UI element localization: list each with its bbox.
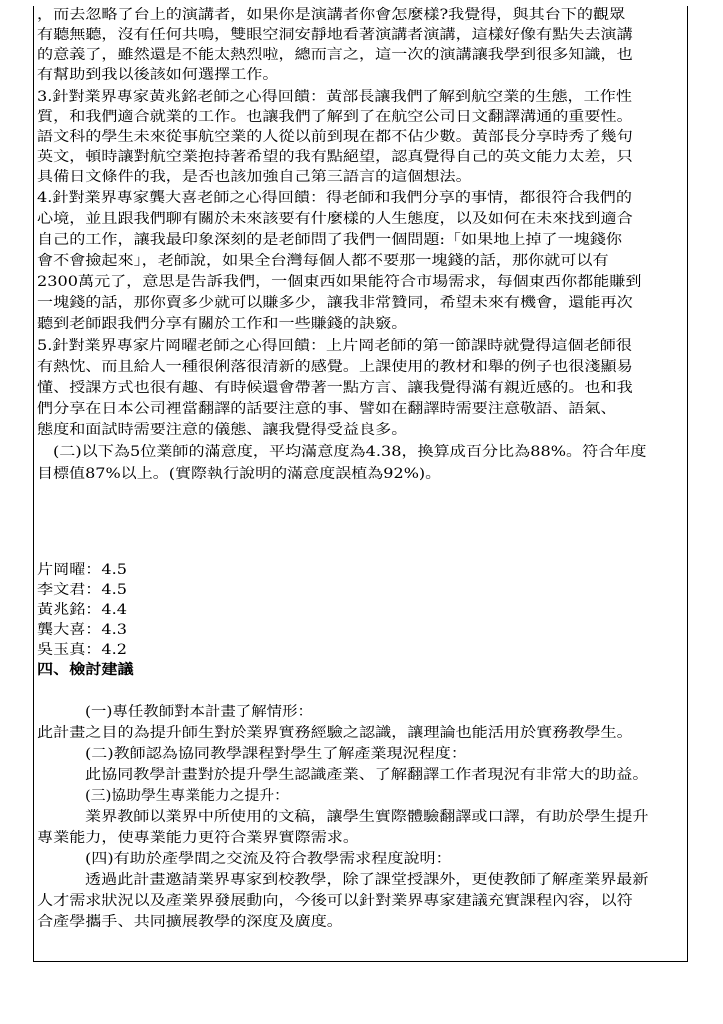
text-line: (四)有助於產學間之交流及符合教學需求程度說明： [85, 851, 452, 867]
text-line: 3.針對業界專家黃兆銘老師之心得回饋：黃部長讓我們了解到航空業的生態，工作性 [37, 89, 632, 105]
text-line: 一塊錢的話，那你賣多少就可以賺多少，讓我非常贊同，希望未來有機會，還能再次 [37, 295, 633, 311]
text-line: 合產學攜手、共同擴展教學的深度及廣度。 [37, 914, 343, 930]
text-line: 英文，頓時讓對航空業抱持著希望的我有點絕望，認真覺得自己的英文能力太差，只 [37, 149, 633, 165]
satisfaction-summary: (二)以下為5位業師的滿意度，平均滿意度為4.38，換算成百分比為88%。符合年度 [53, 444, 647, 460]
teacher-score: 李文君：4.5 [37, 582, 128, 598]
text-line: 專業能力，使專業能力更符合業界實際需求。 [37, 830, 359, 846]
section-heading: 四、檢討建議 [37, 662, 134, 678]
text-line: (二)教師認為協同教學課程對學生了解產業現況程度： [85, 746, 467, 762]
text-line: 質，和我們適合就業的工作。也讓我們了解到了在航空公司日文翻譯溝通的重要性。 [37, 109, 633, 125]
text-line: 聽到老師跟我們分享有關於工作和一些賺錢的訣竅。 [37, 316, 408, 332]
teacher-score: 片岡曜：4.5 [37, 562, 128, 578]
text-line: 態度和面試時需要注意的儀態、讓我覺得受益良多。 [37, 422, 408, 438]
text-line: 自己的工作，讓我最印象深刻的是老師問了我們一個問題:「如果地上掉了一塊錢你 [37, 232, 623, 248]
teacher-score: 龔大喜：4.3 [37, 622, 128, 638]
text-line: 有幫助到我以後該如何選擇工作。 [37, 67, 279, 83]
text-line: 4.針對業界專家龔大喜老師之心得回饋：得老師和我們分享的事情，都很符合我們的 [37, 190, 632, 206]
text-line: 具備日文條件的我，是否也該加強自己第三語言的這個想法。 [37, 169, 472, 185]
text-line: 會不會撿起來」，老師說，如果全台灣每個人都不要那一塊錢的話，那你就可以有 [37, 253, 609, 269]
text-line: 們分享在日本公司裡當翻譯的話要注意的事、譬如在翻譯時需要注意敬語、語氣、 [37, 401, 617, 417]
text-line: 的意義了，雖然還是不能太熱烈啦，總而言之，這一次的演講讓我學到很多知識，也 [37, 47, 633, 63]
text-line: 此協同教學計畫對於提升學生認識產業、了解翻譯工作者現況有非常大的助益。 [85, 767, 649, 783]
text-line: 透過此計畫邀請業界專家到校教學，除了課堂授課外，更使教師了解產業界最新 [85, 872, 649, 888]
text-line: 5.針對業界專家片岡曜老師之心得回饋：上片岡老師的第一節課時就覺得這個老師很 [37, 338, 632, 354]
text-line: 人才需求狀況以及產業界發展動向，今後可以針對業界專家建議充實課程內容，以符 [37, 893, 633, 909]
text-line: 有熱忱、而且給人一種很俐落很清新的感覺。上課使用的教材和舉的例子也很淺顯易 [37, 359, 633, 375]
teacher-score: 黃兆銘：4.4 [37, 602, 128, 618]
report-table-cell [33, 6, 688, 962]
text-line: 有聽無聽，沒有任何共鳴，雙眼空洞安靜地看著演講者演講，這樣好像有點失去演講 [37, 27, 633, 43]
text-line: 此計畫之目的為提升師生對於業界實務經驗之認識，讓理論也能活用於實務教學生。 [37, 725, 633, 741]
text-line: 語文科的學生未來從事航空業的人從以前到現在都不佔少數。黃部長分享時秀了幾句 [37, 129, 633, 145]
text-line: ，而去忽略了台上的演講者，如果你是演講者你會怎麼樣?我覺得，與其台下的觀眾 [37, 7, 626, 23]
satisfaction-summary: 目標值87%以上。(實際執行說明的滿意度誤植為92%)。 [37, 466, 442, 482]
text-line: 業界教師以業界中所使用的文稿，讓學生實際體驗翻譯或口譯，有助於學生提升 [85, 809, 649, 825]
text-line: 懂、授課方式也很有趣、有時候還會帶著一點方言、讓我覺得滿有親近感的。也和我 [37, 380, 633, 396]
text-line: (三)協助學生專業能力之提升： [85, 788, 289, 804]
teacher-score: 吳玉真：4.2 [37, 642, 128, 658]
text-line: 心境，並且跟我們聊有關於未來該要有什麼樣的人生態度，以及如何在未來找到適合 [37, 211, 633, 227]
text-line: (一)專任教師對本計畫了解情形： [85, 704, 313, 720]
text-line: 2300萬元了，意思是告訴我們，一個東西如果能符合市場需求，每個東西你都能賺到 [37, 274, 642, 290]
